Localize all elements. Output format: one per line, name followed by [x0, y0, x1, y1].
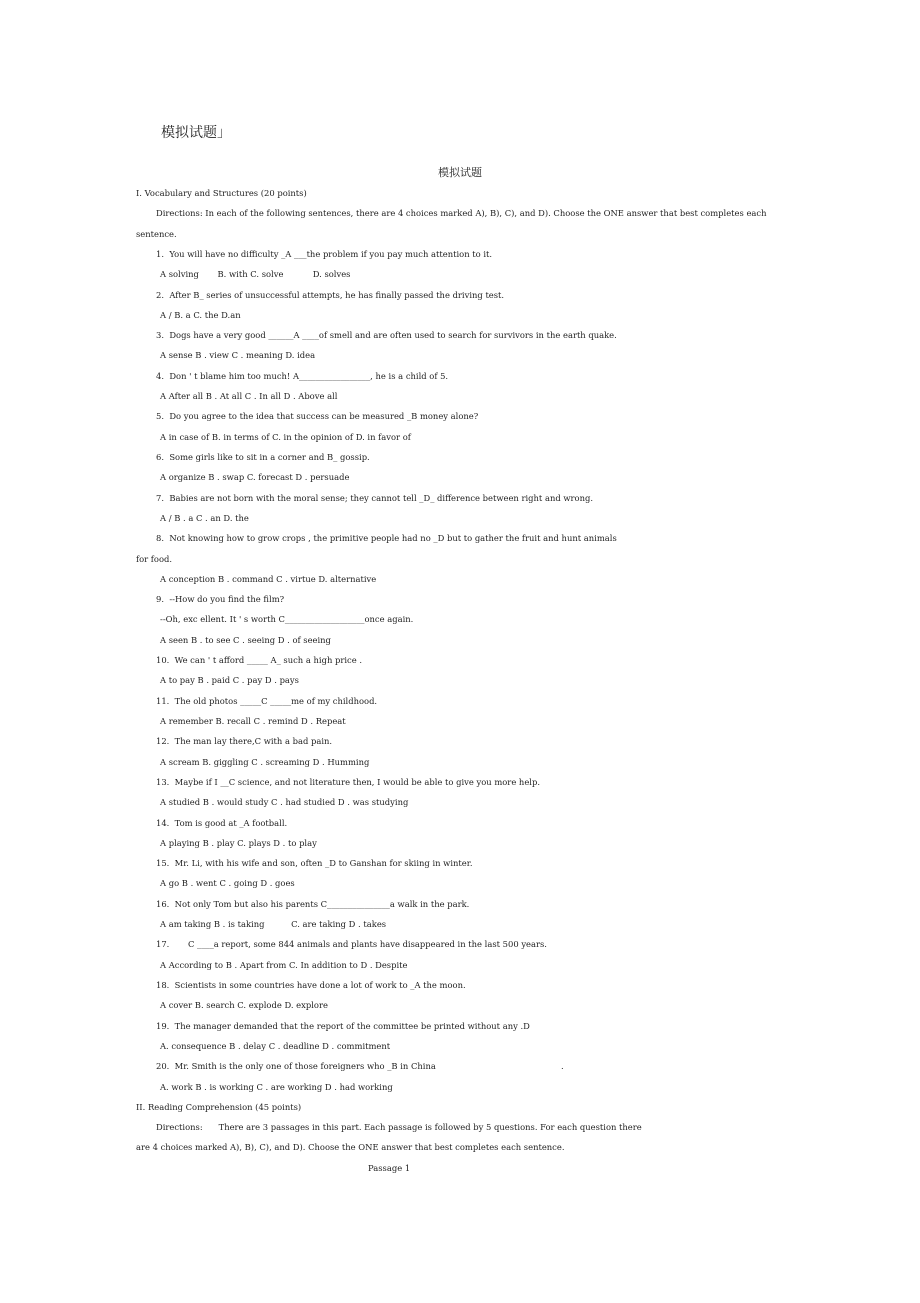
text-line: 18. Scientists in some countries have done a lot of work to _A the moon. [156, 980, 466, 990]
text-line: 3. Dogs have a very good ______A ____of smell and are often used to search for survivors in the earth quake. [156, 330, 617, 340]
text-line: 1. You will have no difficulty _A ___the problem if you pay much attention to it. [156, 249, 493, 259]
text-line: 4. Don ' t blame him too much! A_________________, he is a child of 5. [156, 371, 449, 381]
text-line: A studied B . would study C . had studied D . was studying [160, 797, 409, 807]
text-line: A to pay B . paid C . pay D . pays [160, 675, 299, 685]
text-line: A / B . a C . an D. the [160, 513, 249, 523]
text-line: A solving B. with C. solve D. solves [160, 269, 351, 279]
text-line: A remember B. recall C . remind D . Repeat [160, 716, 346, 726]
text-line: Directions: There are 3 passages in this part. Each passage is followed by 5 questions. For each question there [156, 1122, 642, 1132]
text-line: 7. Babies are not born with the moral sense; they cannot tell _D_ difference between right and wrong. [156, 493, 593, 503]
text-line: 20. Mr. Smith is the only one of those foreigners who _B in China [156, 1061, 436, 1071]
text-line: for food. [136, 554, 173, 564]
text-line: 8. Not knowing how to grow crops , the primitive people had no _D but to gather the fruit and hunt animals [156, 533, 617, 543]
text-line: . [561, 1061, 564, 1071]
text-line: A am taking B . is taking C. are taking D . takes [160, 919, 387, 929]
text-line: 19. The manager demanded that the report of the committee be printed without any .D [156, 1021, 530, 1031]
text-line: --Oh, exc ellent. It ' s worth C___________________once again. [160, 614, 414, 624]
text-line: 9. --How do you find the film? [156, 594, 285, 604]
text-line: 13. Maybe if I __C science, and not literature then, I would be able to give you more help. [156, 777, 540, 787]
text-line: I. Vocabulary and Structures (20 points) [136, 188, 307, 198]
text-line: 5. Do you agree to the idea that success can be measured _B money alone? [156, 411, 479, 421]
text-line: A conception B . command C . virtue D. alternative [160, 574, 377, 584]
text-line: A sense B . view C . meaning D. idea [160, 350, 316, 360]
page-header: 模拟试题」 [161, 125, 231, 141]
document-title: 模拟试题 [438, 166, 482, 179]
text-line: A playing B . play C. plays D . to play [160, 838, 317, 848]
text-line: 11. The old photos _____C _____me of my childhood. [156, 696, 378, 706]
text-line: 15. Mr. Li, with his wife and son, often _D to Ganshan for skiing in winter. [156, 858, 473, 868]
text-line: A organize B . swap C. forecast D . persuade [160, 472, 350, 482]
text-line: 6. Some girls like to sit in a corner and B_ gossip. [156, 452, 370, 462]
text-line: 2. After B_ series of unsuccessful attempts, he has finally passed the driving test. [156, 290, 505, 300]
text-line: A go B . went C . going D . goes [160, 878, 295, 888]
text-line: A in case of B. in terms of C. in the opinion of D. in favor of [160, 432, 411, 442]
text-line: A scream B. giggling C . screaming D . Humming [160, 757, 370, 767]
text-line: are 4 choices marked A), B), C), and D). Choose the ONE answer that best completes each sentence. [136, 1142, 565, 1152]
text-line: 14. Tom is good at _A football. [156, 818, 288, 828]
text-line: 17. C ____a report, some 844 animals and plants have disappeared in the last 500 years. [156, 939, 547, 949]
text-line: A / B. a C. the D.an [160, 310, 241, 320]
text-line: A After all B . At all C . In all D . Above all [160, 391, 338, 401]
text-line: A. consequence B . delay C . deadline D . commitment [160, 1041, 391, 1051]
text-line: sentence. [136, 229, 177, 239]
text-line: 10. We can ' t afford _____ A_ such a high price . [156, 655, 363, 665]
text-line: A seen B . to see C . seeing D . of seeing [160, 635, 331, 645]
text-line: 16. Not only Tom but also his parents C_______________a walk in the park. [156, 899, 470, 909]
text-line: A. work B . is working C . are working D . had working [160, 1082, 393, 1092]
text-line: 12. The man lay there,C with a bad pain. [156, 736, 333, 746]
text-line: A cover B. search C. explode D. explore [160, 1000, 328, 1010]
text-line: II. Reading Comprehension (45 points) [136, 1102, 302, 1112]
text-line: A According to B . Apart from C. In addition to D . Despite [160, 960, 408, 970]
text-line: Directions: In each of the following sentences, there are 4 choices marked A), B), C), and D). Choose the ONE answer that best completes each [156, 208, 767, 218]
text-line: Passage 1 [368, 1163, 411, 1173]
